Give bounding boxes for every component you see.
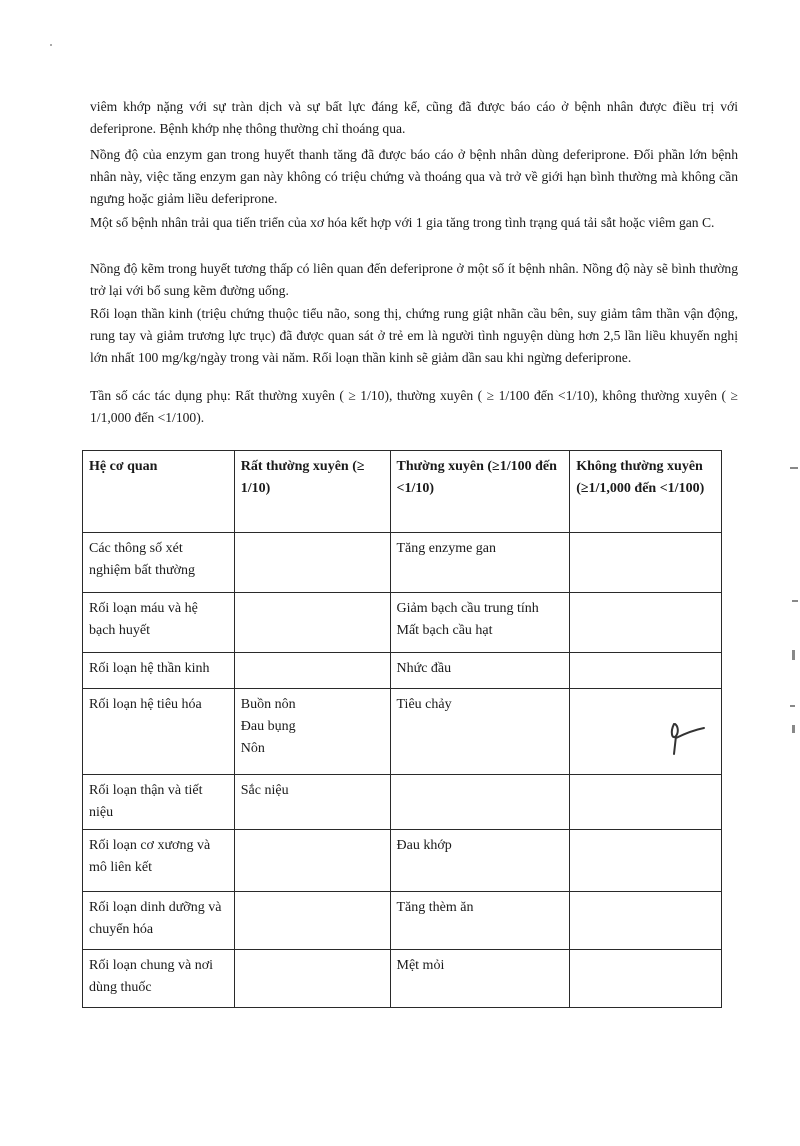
scan-edge-mark — [792, 650, 795, 660]
table-row — [83, 593, 722, 653]
cell-very-common — [234, 653, 390, 689]
cell-very-common — [234, 533, 390, 593]
table-row — [83, 533, 722, 593]
table-row — [83, 689, 722, 775]
header-very-common: Rất thường xuyên (≥ 1/10) — [234, 451, 390, 533]
cell-very-common — [234, 689, 390, 775]
cell-organ-system: Rối loạn cơ xương và mô liên kết — [83, 830, 235, 892]
cell-uncommon — [570, 593, 722, 653]
paragraph-neurological: Rối loạn thần kinh (triệu chứng thuộc tiểu não, song thị, chứng rung giật nhãn cầu bên, suy giảm tâm thần vận động, rung tay và giảm trương lực trục) đã được quan sát ở trẻ em là người tình nguyện dùng hơn 2,5 lần liều khuyến nghị lớn nhất 100 mg/kg/ngày trong vài năm. Rối loạn thần kinh sẽ giảm dần sau khi ngừng deferiprone. — [90, 306, 738, 365]
adverse-effects-table — [82, 450, 722, 1008]
cell-organ-system: Rối loạn máu và hệ bạch huyết — [83, 593, 235, 653]
cell-common — [390, 892, 570, 950]
effect-item: Mệt mỏi — [396, 958, 445, 973]
scan-edge-mark — [792, 725, 795, 733]
effect-item: Nhức đầu — [396, 661, 452, 676]
cell-organ-system: Rối loạn thận và tiết niệu — [83, 775, 235, 830]
effect-item: Sắc niệu — [240, 783, 289, 798]
cell-uncommon — [570, 533, 722, 593]
table-row — [83, 653, 722, 689]
cell-organ-system: Rối loạn dinh dưỡng và chuyển hóa — [83, 892, 235, 950]
effect-item: Tăng thèm ăn — [396, 900, 474, 915]
effect-item: Nôn — [240, 741, 265, 756]
cell-uncommon — [570, 892, 722, 950]
table-row — [83, 950, 722, 1008]
paragraph-arthritis: viêm khớp nặng với sự tràn dịch và sự bất lực đáng kể, cũng đã được báo cáo ở bệnh nhân được điều trị với deferiprone. Bệnh khớp nhẹ thông thường chỉ thoáng qua. — [90, 99, 738, 136]
effect-item: Mất bạch cầu hạt — [396, 623, 493, 638]
effect-item: Đau khớp — [396, 838, 452, 853]
cell-very-common — [234, 593, 390, 653]
table-row — [83, 775, 722, 830]
cell-very-common — [234, 950, 390, 1008]
scan-edge-mark — [790, 467, 798, 469]
table-row — [83, 830, 722, 892]
cell-common — [390, 775, 570, 830]
cell-common — [390, 593, 570, 653]
cell-organ-system: Rối loạn hệ tiêu hóa — [83, 689, 235, 775]
cell-uncommon — [570, 830, 722, 892]
table-row — [83, 892, 722, 950]
effect-item: Tăng enzyme gan — [396, 541, 497, 556]
effect-item: Giảm bạch cầu trung tính — [396, 601, 539, 616]
effect-item: Đau bụng — [240, 719, 296, 734]
cell-common — [390, 653, 570, 689]
table-header-row — [83, 451, 722, 533]
cell-organ-system: Các thông số xét nghiệm bất thường — [83, 533, 235, 593]
cell-common — [390, 533, 570, 593]
cell-uncommon — [570, 653, 722, 689]
cell-uncommon — [570, 950, 722, 1008]
cell-organ-system: Rối loạn hệ thần kinh — [83, 653, 235, 689]
effect-item: Tiêu chảy — [396, 697, 452, 712]
handwritten-initial-signature — [664, 718, 712, 763]
cell-common — [390, 689, 570, 775]
cell-very-common — [234, 775, 390, 830]
cell-common — [390, 950, 570, 1008]
scan-edge-mark — [790, 705, 795, 707]
header-uncommon: Không thường xuyên (≥1/1,000 đến <1/100) — [570, 451, 722, 533]
header-common: Thường xuyên (≥1/100 đến <1/10) — [390, 451, 570, 533]
paragraph-frequency: Tần số các tác dụng phụ: Rất thường xuyên ( ≥ 1/10), thường xuyên ( ≥ 1/100 đến <1/10), không thường xuyên ( ≥ 1/1,000 đến <1/100). — [90, 388, 738, 425]
scan-edge-mark — [792, 600, 798, 602]
cell-very-common — [234, 892, 390, 950]
paragraph-liver-enzymes: Nồng độ của enzym gan trong huyết thanh tăng đã được báo cáo ở bệnh nhân dùng deferiprone. Đối phần lớn bệnh nhân này, việc tăng enzym gan này không có triệu chứng và thoáng qua và trở về giới hạn bình thường mà không cần ngưng hoặc giảm liều deferiprone. — [90, 147, 738, 206]
cell-common — [390, 830, 570, 892]
cell-very-common — [234, 830, 390, 892]
cell-organ-system: Rối loạn chung và nơi dùng thuốc — [83, 950, 235, 1008]
paragraph-fibrosis: Một số bệnh nhân trải qua tiến triển của xơ hóa kết hợp với 1 gia tăng trong tình trạng quá tải sắt hoặc viêm gan C. — [90, 215, 715, 230]
scan-speck — [50, 44, 52, 46]
effect-item: Buồn nôn — [240, 697, 296, 712]
paragraph-zinc: Nồng độ kẽm trong huyết tương thấp có liên quan đến deferiprone ở một số ít bệnh nhân. Nồng độ này sẽ bình thường trở lại với bổ sung kẽm đường uống. — [90, 261, 738, 298]
cell-uncommon — [570, 775, 722, 830]
header-organ-system: Hệ cơ quan — [83, 451, 235, 533]
